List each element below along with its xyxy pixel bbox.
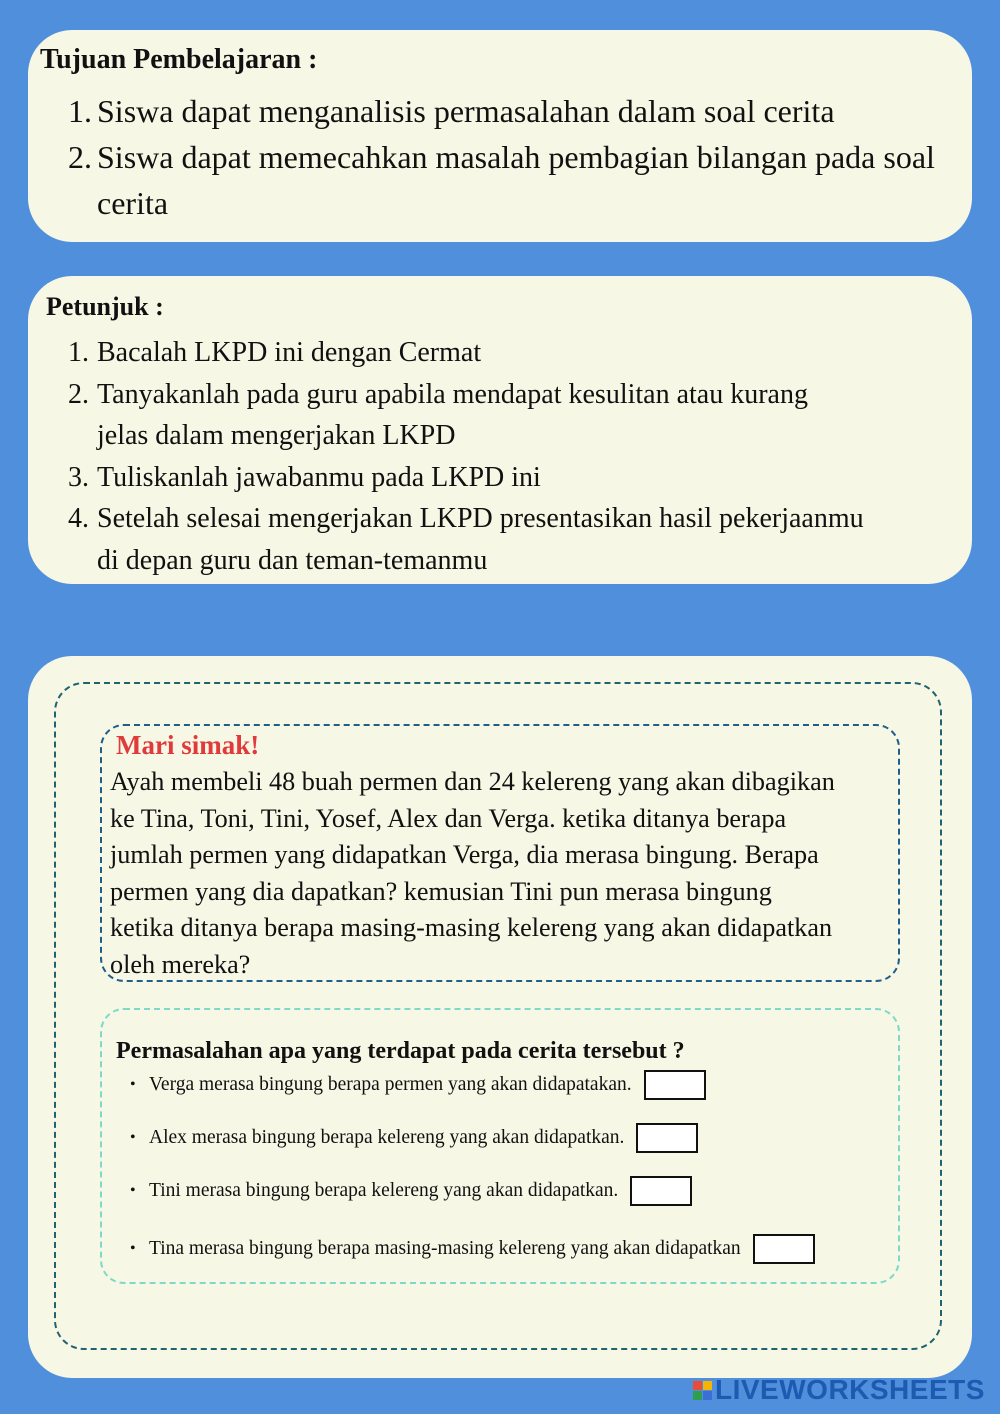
learning-objectives-title: Tujuan Pembelajaran : [40, 44, 318, 75]
story-line: permen yang dia dapatkan? kemusian Tini pun merasa bingung [110, 876, 772, 906]
question-title: Permasalahan apa yang terdapat pada cerita tersebut ? [116, 1038, 685, 1064]
bullet-icon: • [130, 1182, 136, 1199]
list-item [28, 332, 972, 374]
question-box [100, 1008, 900, 1284]
bullet-icon: • [130, 1129, 136, 1146]
story-title: Mari simak! [116, 730, 260, 760]
answer-checkbox[interactable] [636, 1123, 698, 1153]
answer-option-text: Tini merasa bingung berapa kelereng yang akan didapatkan. [149, 1180, 619, 1201]
list-item-text: Tuliskanlah jawabanmu pada LKPD ini [97, 461, 541, 493]
story-line: Ayah membeli 48 buah permen dan 24 kelereng yang akan dibagikan [110, 767, 835, 796]
bullet-icon: • [130, 1076, 136, 1093]
list-item-text-continued: di depan guru dan teman-temanmu [97, 544, 488, 576]
bullet-icon: • [130, 1240, 136, 1257]
liveworksheets-logo-icon [693, 1381, 712, 1400]
learning-objectives-list [28, 88, 972, 226]
answer-option-text: Tina merasa bingung berapa masing-masing kelereng yang akan didapatkan [149, 1238, 741, 1259]
story-line: jumlah permen yang didapatkan Verga, dia merasa bingung. Berapa [110, 840, 819, 870]
answer-option [130, 1070, 706, 1100]
logo-square [703, 1391, 712, 1400]
watermark-text: LIVEWORKSHEETS [715, 1374, 985, 1405]
list-item-text: Tanyakanlah pada guru apabila mendapat kesulitan atau kurang [97, 378, 808, 410]
answer-option [130, 1123, 698, 1153]
instructions-list [28, 332, 972, 581]
list-item [28, 88, 972, 134]
exercise-card [28, 656, 972, 1378]
story-text [110, 764, 900, 984]
list-number: 4. [68, 503, 89, 534]
list-item-text: Setelah selesai mengerjakan LKPD presentasikan hasil pekerjaanmu [97, 503, 864, 534]
instructions-title: Petunjuk : [46, 292, 164, 321]
list-number: 1. [68, 337, 89, 368]
story-box [100, 724, 900, 982]
answer-checkbox[interactable] [753, 1234, 815, 1264]
answer-option [130, 1234, 815, 1264]
list-item [28, 498, 972, 581]
answer-checkbox[interactable] [630, 1176, 692, 1206]
learning-objectives-card [28, 30, 972, 242]
list-number: 2. [68, 139, 92, 175]
logo-square [693, 1391, 702, 1400]
story-line: ketika ditanya berapa masing-masing kelereng yang akan didapatkan [110, 913, 833, 943]
logo-square [703, 1381, 712, 1390]
list-item [28, 457, 972, 499]
list-number: 3. [68, 461, 89, 493]
list-number: 1. [68, 93, 92, 129]
answer-option [130, 1176, 692, 1206]
answer-option-text: Verga merasa bingung berapa permen yang akan didapatakan. [149, 1074, 632, 1095]
logo-square [693, 1381, 702, 1390]
story-line: ke Tina, Toni, Tini, Yosef, Alex dan Verga. ketika ditanya berapa [110, 803, 787, 833]
liveworksheets-watermark [693, 1375, 985, 1405]
list-item-text: Bacalah LKPD ini dengan Cermat [97, 337, 482, 368]
list-item-text: Siswa dapat memecahkan masalah pembagian bilangan pada soal cerita [97, 139, 935, 221]
answer-checkbox[interactable] [644, 1070, 706, 1100]
story-line: oleh mereka? [110, 949, 251, 979]
list-item-text: Siswa dapat menganalisis permasalahan dalam soal cerita [97, 93, 835, 129]
instructions-card [28, 276, 972, 584]
list-number: 2. [68, 378, 89, 410]
list-item-text-continued: jelas dalam mengerjakan LKPD [97, 420, 456, 451]
list-item [28, 134, 972, 226]
answer-option-text: Alex merasa bingung berapa kelereng yang akan didapatkan. [149, 1127, 625, 1148]
list-item [28, 374, 972, 457]
